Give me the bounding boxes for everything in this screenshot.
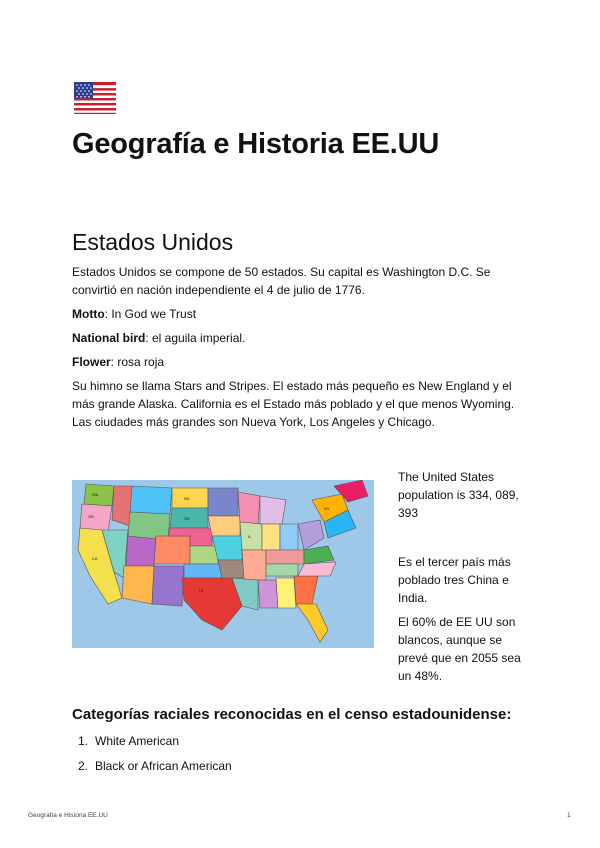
rank-note: Es el tercer país más poblado tres China e India. <box>398 555 511 605</box>
footer-title: Geografía e Historia EE.UU <box>28 812 108 819</box>
motto-line <box>72 305 532 323</box>
motto-value: : In God we Trust <box>104 307 197 321</box>
list-label: Black or African American <box>95 759 232 773</box>
bird-label: National bird <box>72 331 146 345</box>
svg-text:SD: SD <box>184 516 190 521</box>
flower-line <box>72 353 532 371</box>
svg-text:NY: NY <box>324 506 330 511</box>
census-heading: Categorías raciales reconocidas en el censo estadounidense: <box>72 706 512 723</box>
svg-text:TX: TX <box>198 588 204 593</box>
svg-text:ND: ND <box>184 496 190 501</box>
list-label: White American <box>95 734 180 748</box>
svg-text:IL: IL <box>248 534 252 539</box>
list-number: 1. <box>78 734 89 748</box>
white-population-note: El 60% de EE UU son blancos, aunque se prevé que en 2055 sea un 48%. <box>398 615 521 683</box>
section-heading: Estados Unidos <box>72 229 234 255</box>
page-number: 1 <box>567 812 571 819</box>
list-item <box>78 757 232 775</box>
us-states-map-image <box>72 480 374 648</box>
svg-text:CA: CA <box>92 556 98 561</box>
population-note: The United States population is 334, 089, 393 <box>398 470 519 520</box>
svg-text:WA: WA <box>92 492 99 497</box>
list-number: 2. <box>78 759 89 773</box>
bird-value: : el aguila imperial. <box>145 331 246 345</box>
flower-value: : rosa roja <box>110 355 165 369</box>
intro-paragraph: Estados Unidos se compone de 50 estados. Su capital es Washington D.C. Se convirtió en nación independiente el 4 de julio de 1776. <box>72 265 491 297</box>
flower-label: Flower <box>72 355 111 369</box>
bird-line <box>72 329 532 347</box>
us-flag-icon <box>74 82 116 114</box>
anthem-paragraph: Su himno se llama Stars and Stripes. El estado más pequeño es New England y el más grande Alaska. California es el Estado más poblado y el que menos Wyoming. Las ciudades más grandes son Nueva York, Los Angeles y Chicago. <box>72 379 515 429</box>
svg-text:OR: OR <box>88 514 94 519</box>
page-title: Geografía e Historia EE.UU <box>72 128 440 160</box>
motto-label: Motto <box>72 307 105 321</box>
list-item <box>78 732 179 750</box>
